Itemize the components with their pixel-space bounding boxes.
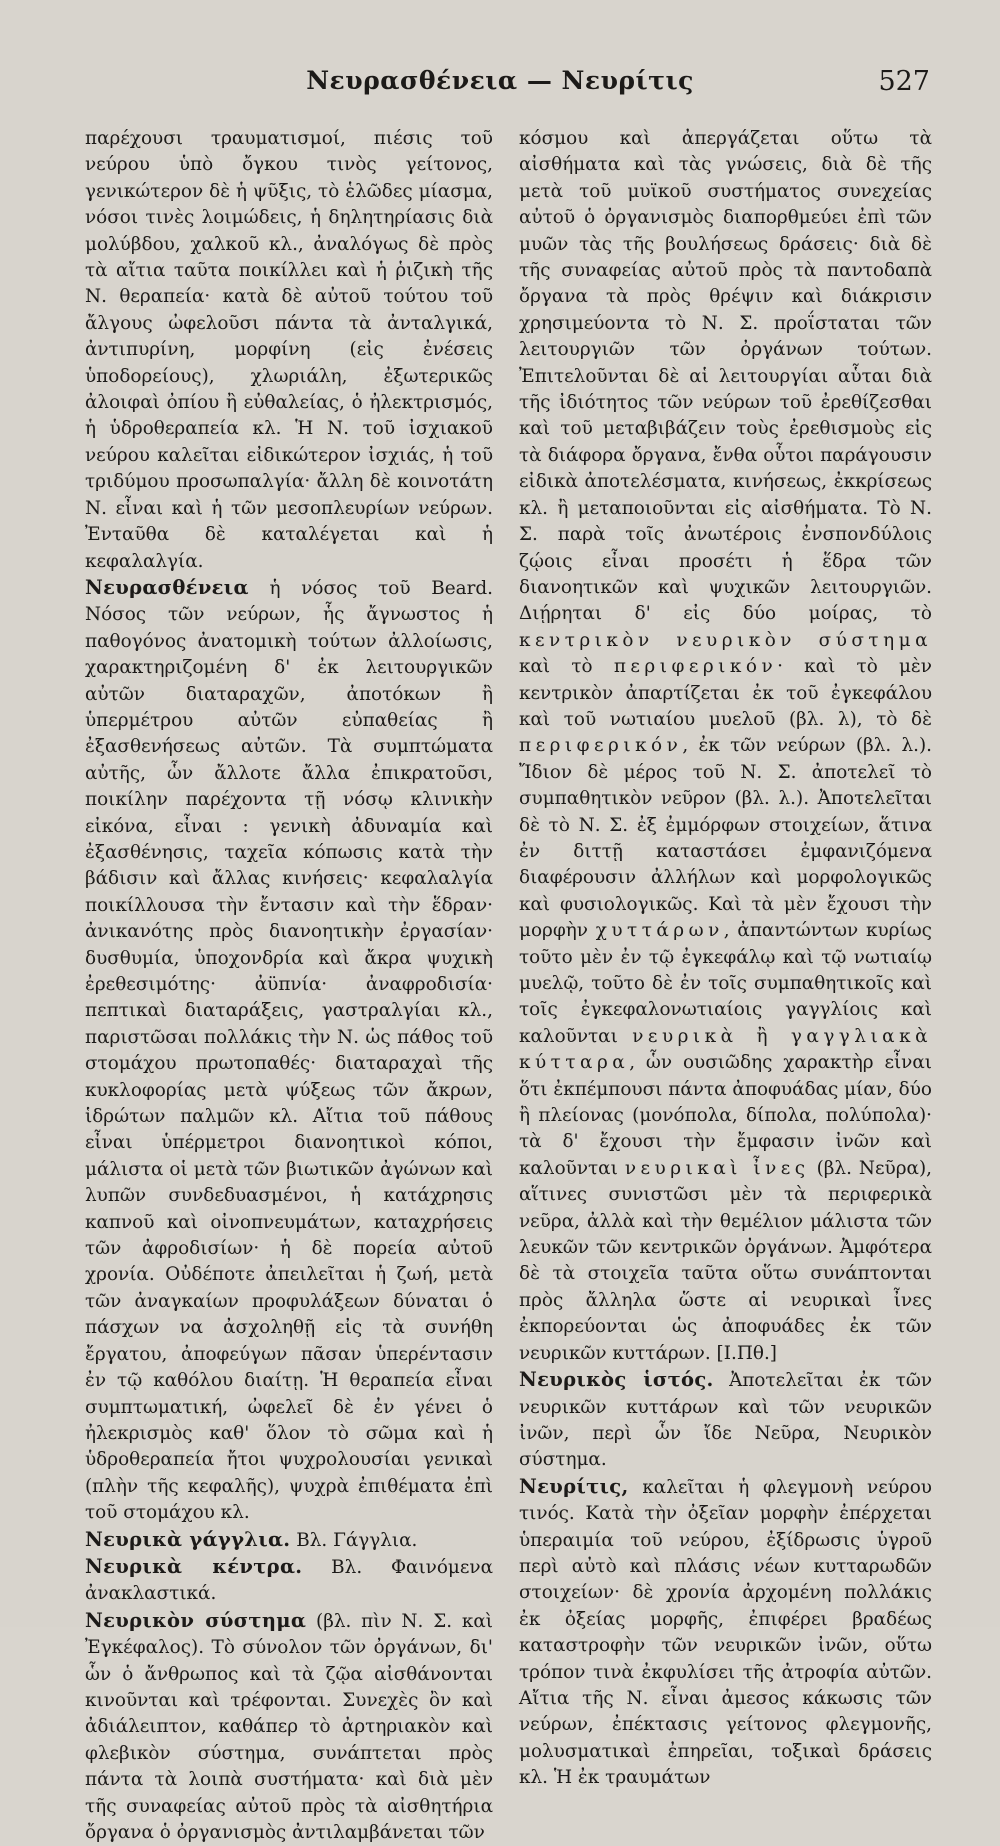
running-title: Νευρασθένεια — Νευρίτις: [306, 66, 694, 95]
entry-nerve-ganglia: [85, 1527, 493, 1554]
text-run: καὶ τὸ: [519, 656, 593, 678]
text-run: κόσμου καὶ ἀπεργάζεται οὕτω τὰ αἰσθήματα καὶ τὰς γνώσεις, διὰ δὲ τῆς μετὰ τοῦ μυϊκοῦ συστήματος συνεχείας αὐτοῦ ὁ ὀργανισμὸς διαπορθμεύει ἐπὶ τῶν μυῶν τὰς τῆς βουλήσεως δράσεις· διὰ δὲ τῆς συναφείας αὐτοῦ πρὸς τὰ παντοδαπὰ ὄργανα τὰ πρὸς θρέψιν καὶ διάκρισιν χρησιμεύοντα τὸ Ν. Σ. προΐσταται τῶν λειτουργιῶν τῶν ὀργάνων τούτων. Ἐπιτελοῦνται δὲ αἱ λειτουργίαι αὗται διὰ τῆς ἰδιότητος τῶν νεύρων τοῦ ἐρεθίζεσθαι καὶ τοῦ μεταβιβάζειν τοὺς ἐρεθισμοὺς εἰς τὰ διάφορα ὄργανα, ἔνθα οὗτοι παράγουσιν εἰδικὰ ἀποτελέσματα, κινήσεως, ἐκκρίσεως κλ. ἢ μεταποιοῦνται εἰς αἰσθήματα. Τὸ Ν. Σ. παρὰ τοῖς ἀνωτέροις ἐνσπονδύλοις ζῴοις εἶναι προσέτι ἡ ἕδρα τῶν διανοητικῶν καὶ ψυχικῶν λειτουργιῶν. Διῄρηται δ' εἰς δύο μοίρας, τὸ: [519, 128, 932, 625]
entry-nervous-system-text: (βλ. πὶν Ν. Σ. καὶ Ἐγκέφαλος). Τὸ σύνολον τῶν ὀργάνων, δι' ὧν ὁ ἄνθρωπος καὶ τὰ ζῷα αἰσθάνονται κινοῦνται καὶ τρέφονται. Συνεχὲς ὂν καὶ ἀδιάλειπτον, καθάπερ τὸ ἀρτηριακὸν καὶ φλεβικὸν σύστημα, συνάπτεται πρὸς πάντα τὰ λοιπὰ συστήματα· καὶ διὰ μὲν τῆς συναφείας αὐτοῦ πρὸς τὰ αἰσθητήρια ὄργανα ὁ ὀργανισμὸς ἀντιλαμβάνεται τῶν: [85, 1610, 493, 1843]
page-header: [0, 66, 1000, 106]
left-column: [85, 126, 493, 1846]
text-run: , ἀπαντώντων κυρίως τοῦτο μὲν ἐν τῷ ἐγκεφάλῳ καὶ τῷ νωτιαίῳ μυελῷ, τοῦτο δὲ ἐν τοῖς συμπαθητικοῖς καὶ τοῖς ἐγκεφαλονωτιαίοις γαγγλίοις καὶ καλοῦνται: [519, 920, 932, 1047]
headword-neurasthenia: Νευρασθένεια: [85, 575, 249, 599]
right-column: [519, 126, 932, 1792]
headword-nervous-system: Νευρικὸν σύστημα: [85, 1608, 307, 1632]
entry-nerve-centers: [85, 1554, 493, 1608]
entry-nerve-tissue: [519, 1367, 932, 1474]
spaced-term: περιφερικόν: [519, 735, 683, 757]
headword-nerve-ganglia: Νευρικὰ γάγγλια.: [85, 1527, 291, 1551]
text-run: , ἐκ τῶν νεύρων (βλ. λ.). Ἴδιον δὲ μέρος τοῦ Ν. Σ. ἀποτελεῖ τὸ συμπαθητικὸν νεῦρον (βλ. λ.). Ἀποτελεῖται δὲ τὸ Ν. Σ. ἐξ ἐμμόρφων στοιχείων, ἅτινα ἐν διττῇ καταστάσει ἐμφανιζόμενα διαφέρουσιν ἀλλήλων καὶ μορφολογικῶς καὶ φυσιολογικῶς. Καὶ τὰ μὲν ἔχουσι τὴν μορφὴν: [519, 735, 932, 942]
page-number: 527: [878, 66, 930, 97]
entry-neurasthenia-text: ἡ νόσος τοῦ Beard. Νόσος τῶν νεύρων, ἧς ἄγνωστος ἡ παθογόνος ἀνατομικὴ τούτων ἀλλοίωσις, χαρακτηριζομένη δ' ἐκ λειτουργικῶν αὐτῶν διαταραχῶν, ἀποτόκων ἢ ὑπερμέτρου αὐτῶν εὐπαθείας ἢ ἐξασθενήσεως αὐτῶν. Τὰ συμπτώματα αὐτῆς, ὧν ἄλλοτε ἄλλα ἐπικρατοῦσι, ποικίλην παρέχοντα τῇ νόσῳ κλινικὴν εἰκόνα, εἶναι : γενικὴ ἀδυναμία καὶ ἐξασθένησις, ταχεῖα κόπωσις κατὰ τὴν βάδισιν καὶ ἄλλας κινήσεις· κεφαλαλγία ποικίλλουσα τὴν ἔντασιν καὶ τὴν ἕδραν· ἀνικανότης πρὸς διανοητικὴν ἐργασίαν· δυσθυμία, ὑποχονδρία καὶ ἄκρα ψυχικὴ ἐρεθεσιμότης· ἀϋπνία· ἀναφροδισία· πεπτικαὶ διαταράξεις, γαστραλγίαι κλ., παριστῶσαι πολλάκις τὴν Ν. ὡς πάθος τοῦ στομάχου πρωτοπαθές· διαταραχαὶ τῆς κυκλοφορίας μετὰ ψύξεως τῶν ἄκρων, ἱδρώτων παλμῶν κλ. Αἴτια τοῦ πάθους εἶναι ὑπέρμετροι διανοητικοὶ κόποι, μάλιστα οἱ μετὰ τῶν βιωτικῶν ἀγώνων καὶ λυπῶν συνδεδυασμένοι, ἡ κατάχρησις καπνοῦ καὶ οἰνοπνευμάτων, καταχρήσεις τῶν ἀφροδισίων· ἡ δὲ πορεία αὐτοῦ χρονία. Οὐδέποτε ἀπειλεῖται ἡ ζωή, μετὰ τῶν ἀναγκαίων προφυλάξεων δύναται ὁ πάσχων να ἀσχοληθῇ εἰς τὰ συνήθη ἔργατου, ἀποφεύγων πᾶσαν ὑπερέντασιν ἐν τῷ καθόλου διαίτῃ. Ἡ θεραπεία εἶναι συμπτωματική, ὠφελεῖ δὲ ἐν γένει ὁ ἠλεκρισμὸς καθ' ὅλον τὸ σῶμα καὶ ἡ ὑδροθεραπεία ἤτοι ψυχρολουσίαι γενικαὶ (πλὴν τῆς κεφαλῆς), ψυχρὰ ἐπιθέματα ἐπὶ τοῦ στομάχου κλ.: [85, 577, 493, 1524]
paragraph-nervous-system-continued: [519, 126, 932, 1367]
entry-nerve-centers-text: Βλ. Φαινόμενα ἀνακλαστικά.: [85, 1556, 493, 1605]
entry-neurasthenia: [85, 575, 493, 1527]
text-run: , ὧν ουσιῶδης χαρακτὴρ εἶναι ὅτι ἐκπέμπουσι πάντα ἀποφυάδας μίαν, δύο ἢ πλείονας (μονόπολα, δίπολα, πολύπολα)· τὰ δ' ἔχουσι τὴν ἔμφασιν ἰνῶν καὶ καλοῦνται: [519, 1052, 932, 1179]
entry-nerve-ganglia-text: Βλ. Γάγγλια.: [296, 1529, 418, 1551]
entry-nerve-tissue-text: Ἀποτελεῖται ἐκ τῶν νευρικῶν κυττάρων καὶ τῶν νευρικῶν ἰνῶν, περὶ ὧν ἴδε Νεῦρα, Νευρικὸν σύστημα.: [519, 1370, 933, 1471]
headword-neuritis: Νευρίτις,: [519, 1474, 629, 1498]
spaced-term: νευρικαὶ ἶνες: [624, 1157, 810, 1179]
paragraph-neuralgia-continued: παρέχουσι τραυματισμοί, πιέσις τοῦ νεύρου ὑπὸ ὄγκου τινὸς γείτονος, γενικώτερον δὲ ἡ ψῦξις, τὸ ἑλῶδες μίασμα, νόσοι τινὲς λοιμώδεις, ἡ δηλητηρίασις διὰ μολύβδου, χαλκοῦ κλ., ἀναλόγως δὲ πρὸς τὰ αἴτια ταῦτα ποικίλλει καὶ ἡ ῥιζικὴ τῆς Ν. θεραπεία· κατὰ δὲ αὐτοῦ τούτου τοῦ ἄλγους ὠφελοῦσι πάντα τὰ ἀνταλγικά, ἀντιπυρίνη, μορφίνη (εἰς ἐνέσεις ὑποδορείους), χλωριάλη, ἐξωτερικῶς ἀλοιφαὶ ὀπίου ἢ εὐθαλείας, ὁ ἠλεκτρισμός, ἡ ὑδροθεραπεία κλ. Ἡ Ν. τοῦ ἰσχιακοῦ νεύρου καλεῖται εἰδικώτερον ἰσχιάς, ἡ τοῦ τριδύμου προσωπαλγία· ἄλλη δὲ κοινοτάτη Ν. εἶναι καὶ ἡ τῶν μεσοπλευρίων νεύρων. Ἐνταῦθα δὲ καταλέγεται καὶ ἡ κεφαλαλγία.: [85, 128, 493, 572]
spaced-term: νευρικὰ ἢ γαγγλιακὰ κύτταρα: [519, 1025, 932, 1074]
spaced-term: περιφερικόν: [613, 656, 778, 678]
spaced-term: κεντρικὸν νευρικὸν σύστημα: [519, 629, 932, 651]
spaced-term: χυττάρων: [595, 920, 724, 942]
headword-nerve-tissue: Νευρικὸς ἱστός.: [519, 1368, 714, 1392]
text-run: (βλ. Νεῦρα), αἵτινες συνιστῶσι μὲν τὰ περιφερικὰ νεῦρα, ἀλλὰ καὶ τὴν θεμέλιον μάλιστα τῶν λευκῶν τῶν κεντρικῶν ὀργάνων. Ἀμφότερα δὲ τὰ στοιχεῖα ταῦτα οὕτω συνάπτονται πρὸς ἄλληλα ὥστε αἱ νευρικαὶ ἶνες ἐκπορεύονται ὡς ἀποφυάδες ἐκ τῶν νευρικῶν κυττάρων. [Ι.Πθ.]: [519, 1157, 932, 1364]
entry-neuritis-text: καλεῖται ἡ φλεγμονὴ νεύρου τινός. Κατὰ τὴν ὀξεῖαν μορφὴν ἐπέρχεται ὑπεραιμία τοῦ νεύρου, ἐξίδρωσις ὑγροῦ περὶ αὐτὸ καὶ πλάσις νέων κυτταρωδῶν στοιχείων· δὲ χρονία ἀρχομένη πολλάκις ἐκ ὀξείας μορφῆς, ἐπιφέρει βραδέως καταστροφὴν τῶν νευρικῶν ἰνῶν, οὕτω τρόπον τινὰ ἐκφυλίσει τῆς ἀτροφία αὐτῶν. Αἴτια τῆς Ν. εἶναι ἀμεσος κάκωσις τῶν νεύρων, ἐπέκτασις γείτονος φλεγμονῆς, μολυσματικαὶ ἐπηρεῖαι, τοξικαὶ δράσεις κλ. Ἡ ἐκ τραυμάτων: [519, 1476, 932, 1789]
entry-neuritis: [519, 1474, 932, 1792]
text-run: · καὶ τὸ μὲν κεντρικὸν ἀπαρτίζεται ἐκ τοῦ ἐγκεφάλου καὶ τοῦ νωτιαίου μυελοῦ (βλ. λ), τὸ δὲ: [519, 656, 932, 730]
headword-nerve-centers: Νευρικὰ κέντρα.: [85, 1554, 303, 1578]
entry-nervous-system: [85, 1608, 493, 1846]
